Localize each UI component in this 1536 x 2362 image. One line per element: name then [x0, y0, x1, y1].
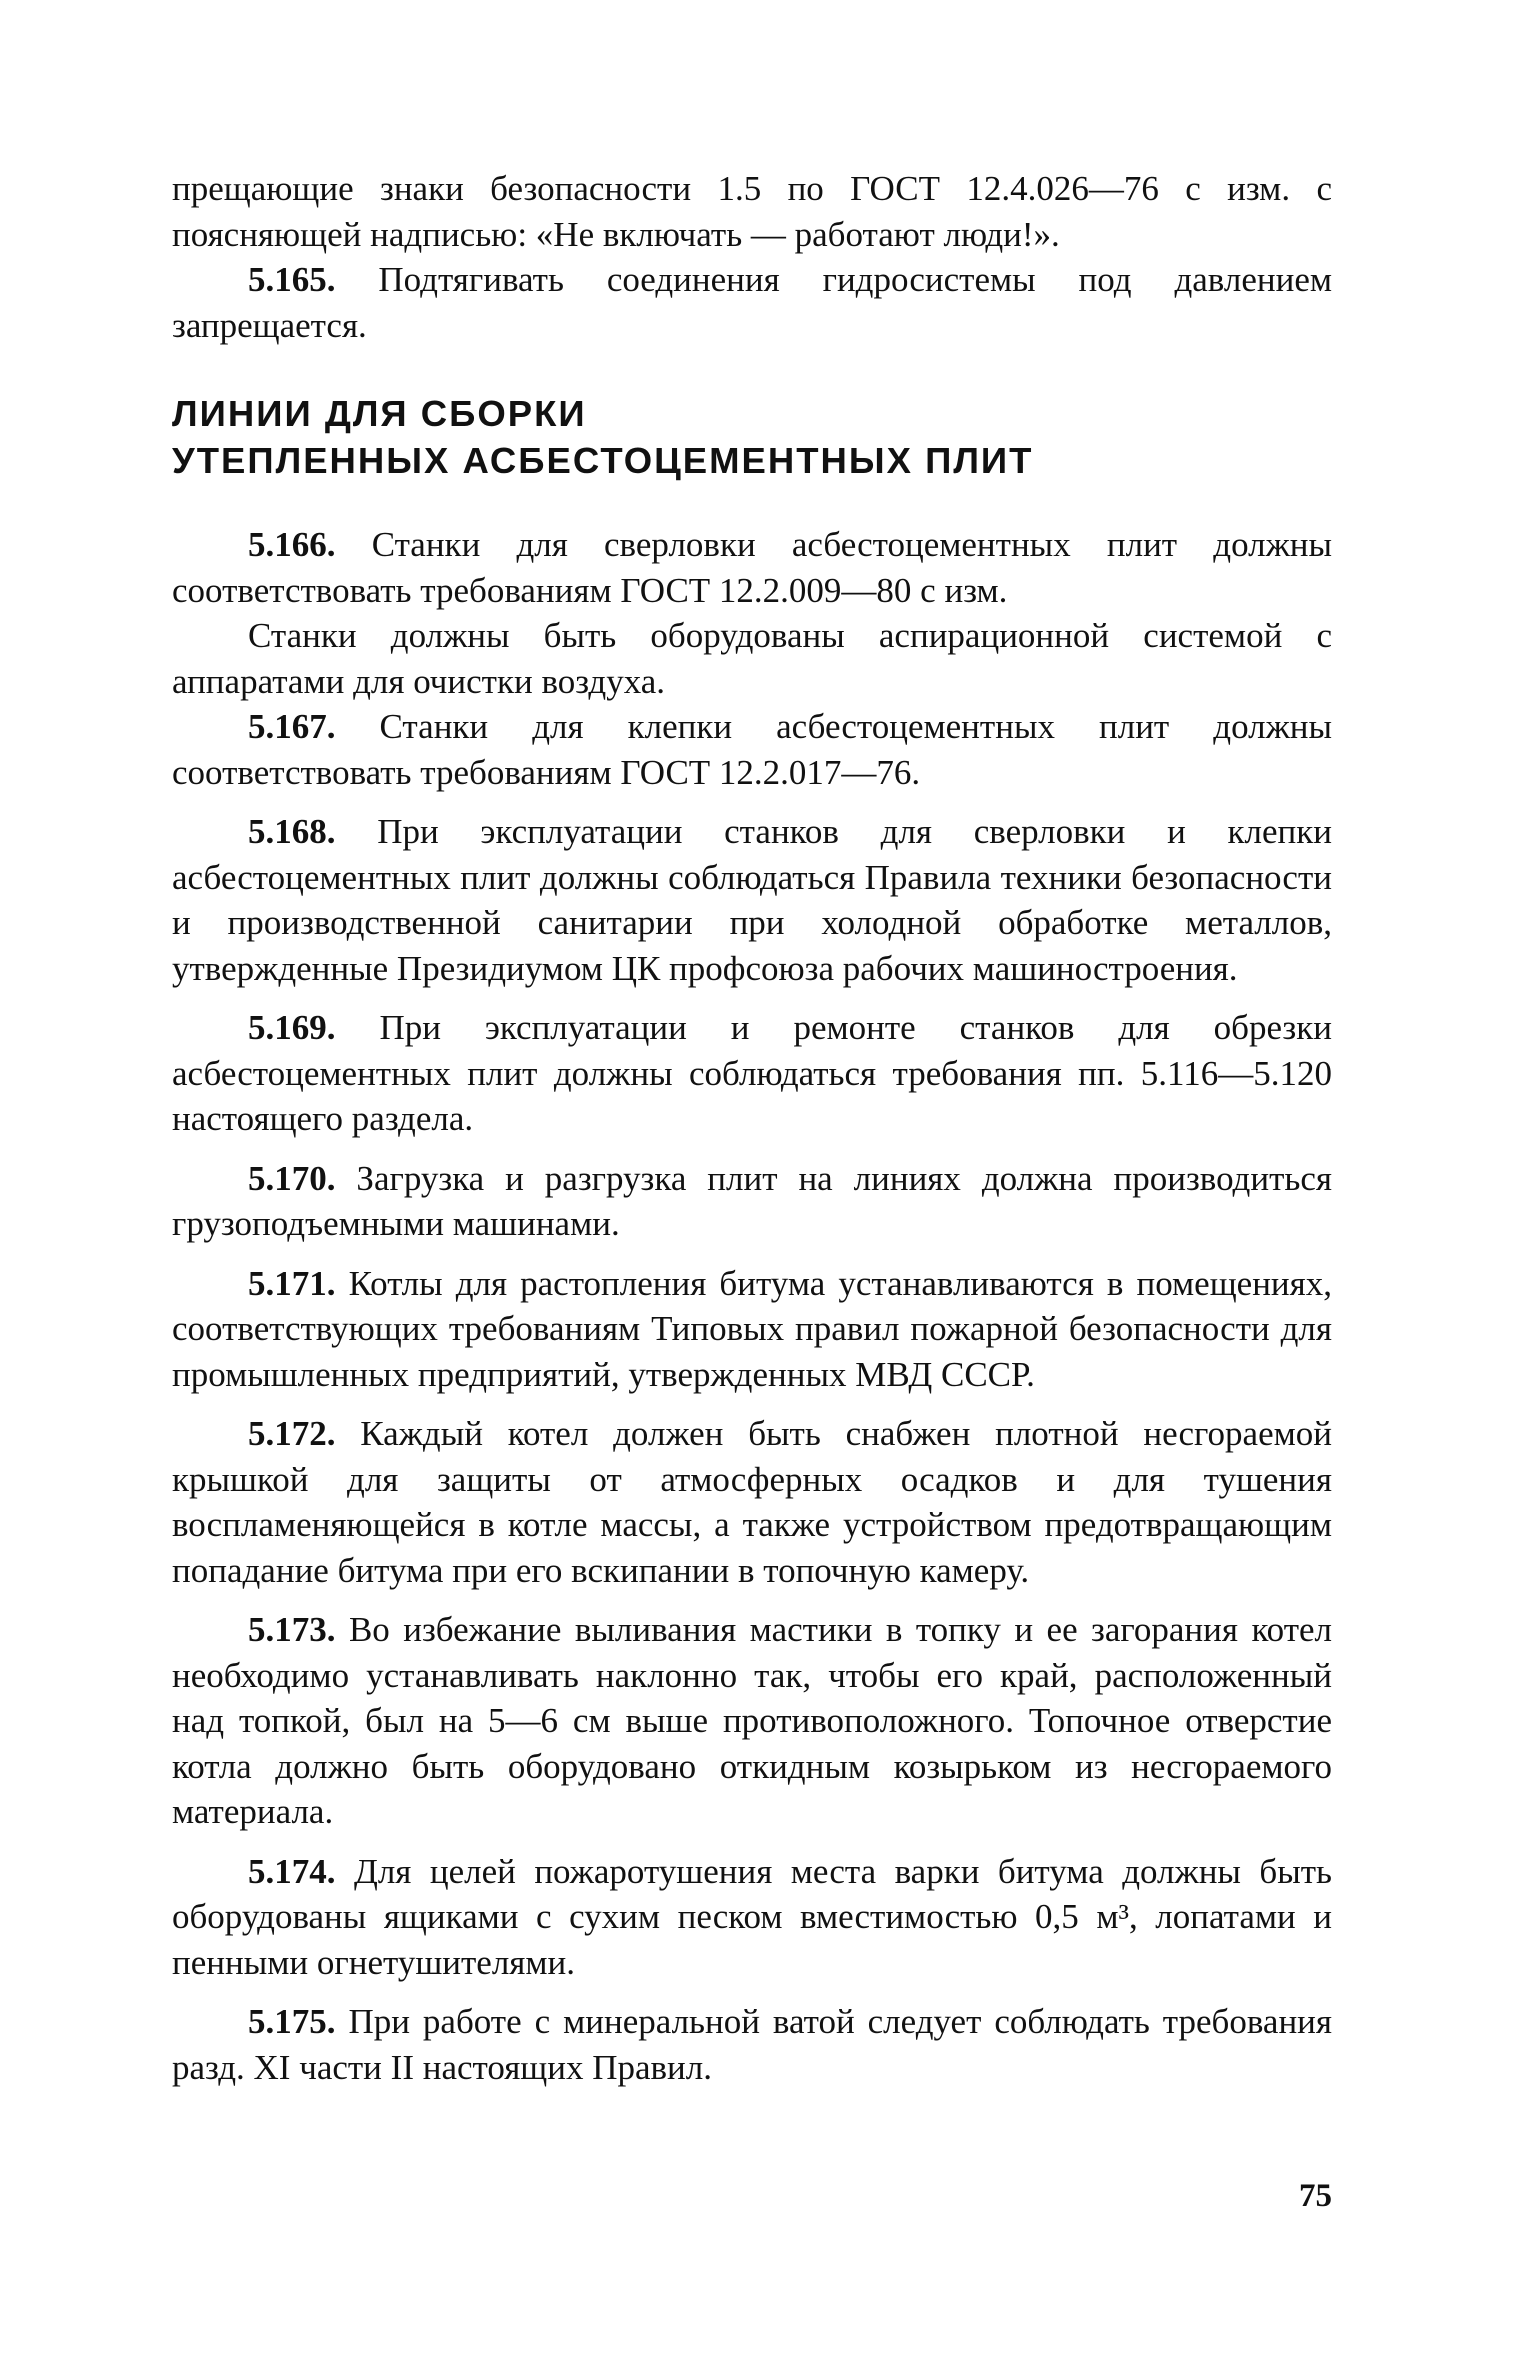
clause-text: Для целей пожаротушения места варки битума должны быть оборудованы ящиками с сухим песком вместимостью 0,5 м³, лопатами и пенными огнетушителями.	[172, 1851, 1332, 1982]
clause-number: 5.174.	[248, 1851, 336, 1891]
paragraph-5-171	[172, 1261, 1332, 1398]
clause-number: 5.169.	[248, 1008, 336, 1047]
clause-text: Станки для клепки асбестоцементных плит должны соответствовать требованиям ГОСТ 12.2.017—76.	[172, 707, 1333, 792]
clause-text: При эксплуатации станков для сверловки и клепки асбестоцементных плит должны соблюдаться Правила техники безопасности и производственной санитарии при холодной обработке металлов, утвержденные Президиумом ЦК профсоюза рабочих машиностроения.	[172, 812, 1333, 988]
clause-text: При работе с минеральной ватой следует соблюдать требования разд. XI части II настоящих Правил.	[172, 2002, 1333, 2087]
clause-text: Каждый котел должен быть снабжен плотной несгораемой крышкой для защиты от атмосферных осадков и для тушения воспламеняющейся в котле массы, а также устройством предотвращающим попадание битума при его вскипании в топочную камеру.	[172, 1414, 1332, 1590]
paragraph-5-166	[172, 522, 1332, 613]
paragraph-5-174	[172, 1849, 1332, 1986]
section-heading-line-1: ЛИНИИ ДЛЯ СБОРКИ	[172, 393, 587, 434]
paragraph-5-165	[172, 257, 1332, 348]
clause-number: 5.170.	[248, 1158, 336, 1198]
clause-number: 5.166.	[248, 525, 336, 564]
clause-number: 5.173.	[248, 1610, 336, 1649]
paragraph-5-166-continued	[172, 613, 1332, 704]
clause-text: Во избежание выливания мастики в топку и ее загорания котел необходимо устанавливать наклонно так, чтобы его край, расположенный над топкой, был на 5—6 см выше противоположного. Топочное отверстие котла должно быть оборудовано откидным козырьком из несгораемого материала.	[172, 1610, 1333, 1831]
page-number: 75	[1299, 2178, 1332, 2214]
paragraph-5-175	[172, 1999, 1332, 2090]
paragraph-5-172	[172, 1411, 1332, 1593]
paragraph-5-169	[172, 1005, 1332, 1142]
section-heading-line-2: УТЕПЛЕННЫХ АСБЕСТОЦЕМЕНТНЫХ ПЛИТ	[172, 440, 1034, 481]
clause-number: 5.171.	[248, 1263, 336, 1303]
paragraph-5-168	[172, 809, 1332, 991]
clause-number: 5.175.	[248, 2002, 336, 2041]
paragraph-5-167	[172, 704, 1332, 795]
paragraph-5-173	[172, 1607, 1332, 1835]
clause-text: Станки должны быть оборудованы аспирационной системой с аппаратами для очистки воздуха.	[172, 616, 1332, 701]
continuation-paragraph: прещающие знаки безопасности 1.5 по ГОСТ 12.4.026—76 с изм. с поясняющей надписью: «Не включать — работают люди!».	[172, 169, 1332, 254]
clause-text: Загрузка и разгрузка плит на линиях должна производиться грузоподъемными машинами.	[172, 1158, 1332, 1243]
clause-text: Станки для сверловки асбестоцементных плит должны соответствовать требованиям ГОСТ 12.2.009—80 с изм.	[172, 525, 1333, 610]
clause-text: При эксплуатации и ремонте станков для обрезки асбестоцементных плит должны соблюдаться требования пп. 5.116—5.120 настоящего раздела.	[172, 1008, 1332, 1138]
clause-number: 5.167.	[248, 707, 336, 746]
clause-number: 5.168.	[248, 812, 336, 851]
clause-text: Котлы для растопления битума устанавливаются в помещениях, соответствующих требованиям Типовых правил пожарной безопасности для промышленных предприятий, утвержденных МВД СССР.	[172, 1263, 1332, 1394]
clause-text: Подтягивать соединения гидросистемы под давлением запрещается.	[172, 260, 1332, 345]
clause-number: 5.165.	[248, 260, 336, 299]
page-body	[172, 166, 1332, 2090]
section-heading	[172, 390, 1332, 484]
paragraph-5-170	[172, 1156, 1332, 1247]
clause-number: 5.172.	[248, 1414, 336, 1453]
